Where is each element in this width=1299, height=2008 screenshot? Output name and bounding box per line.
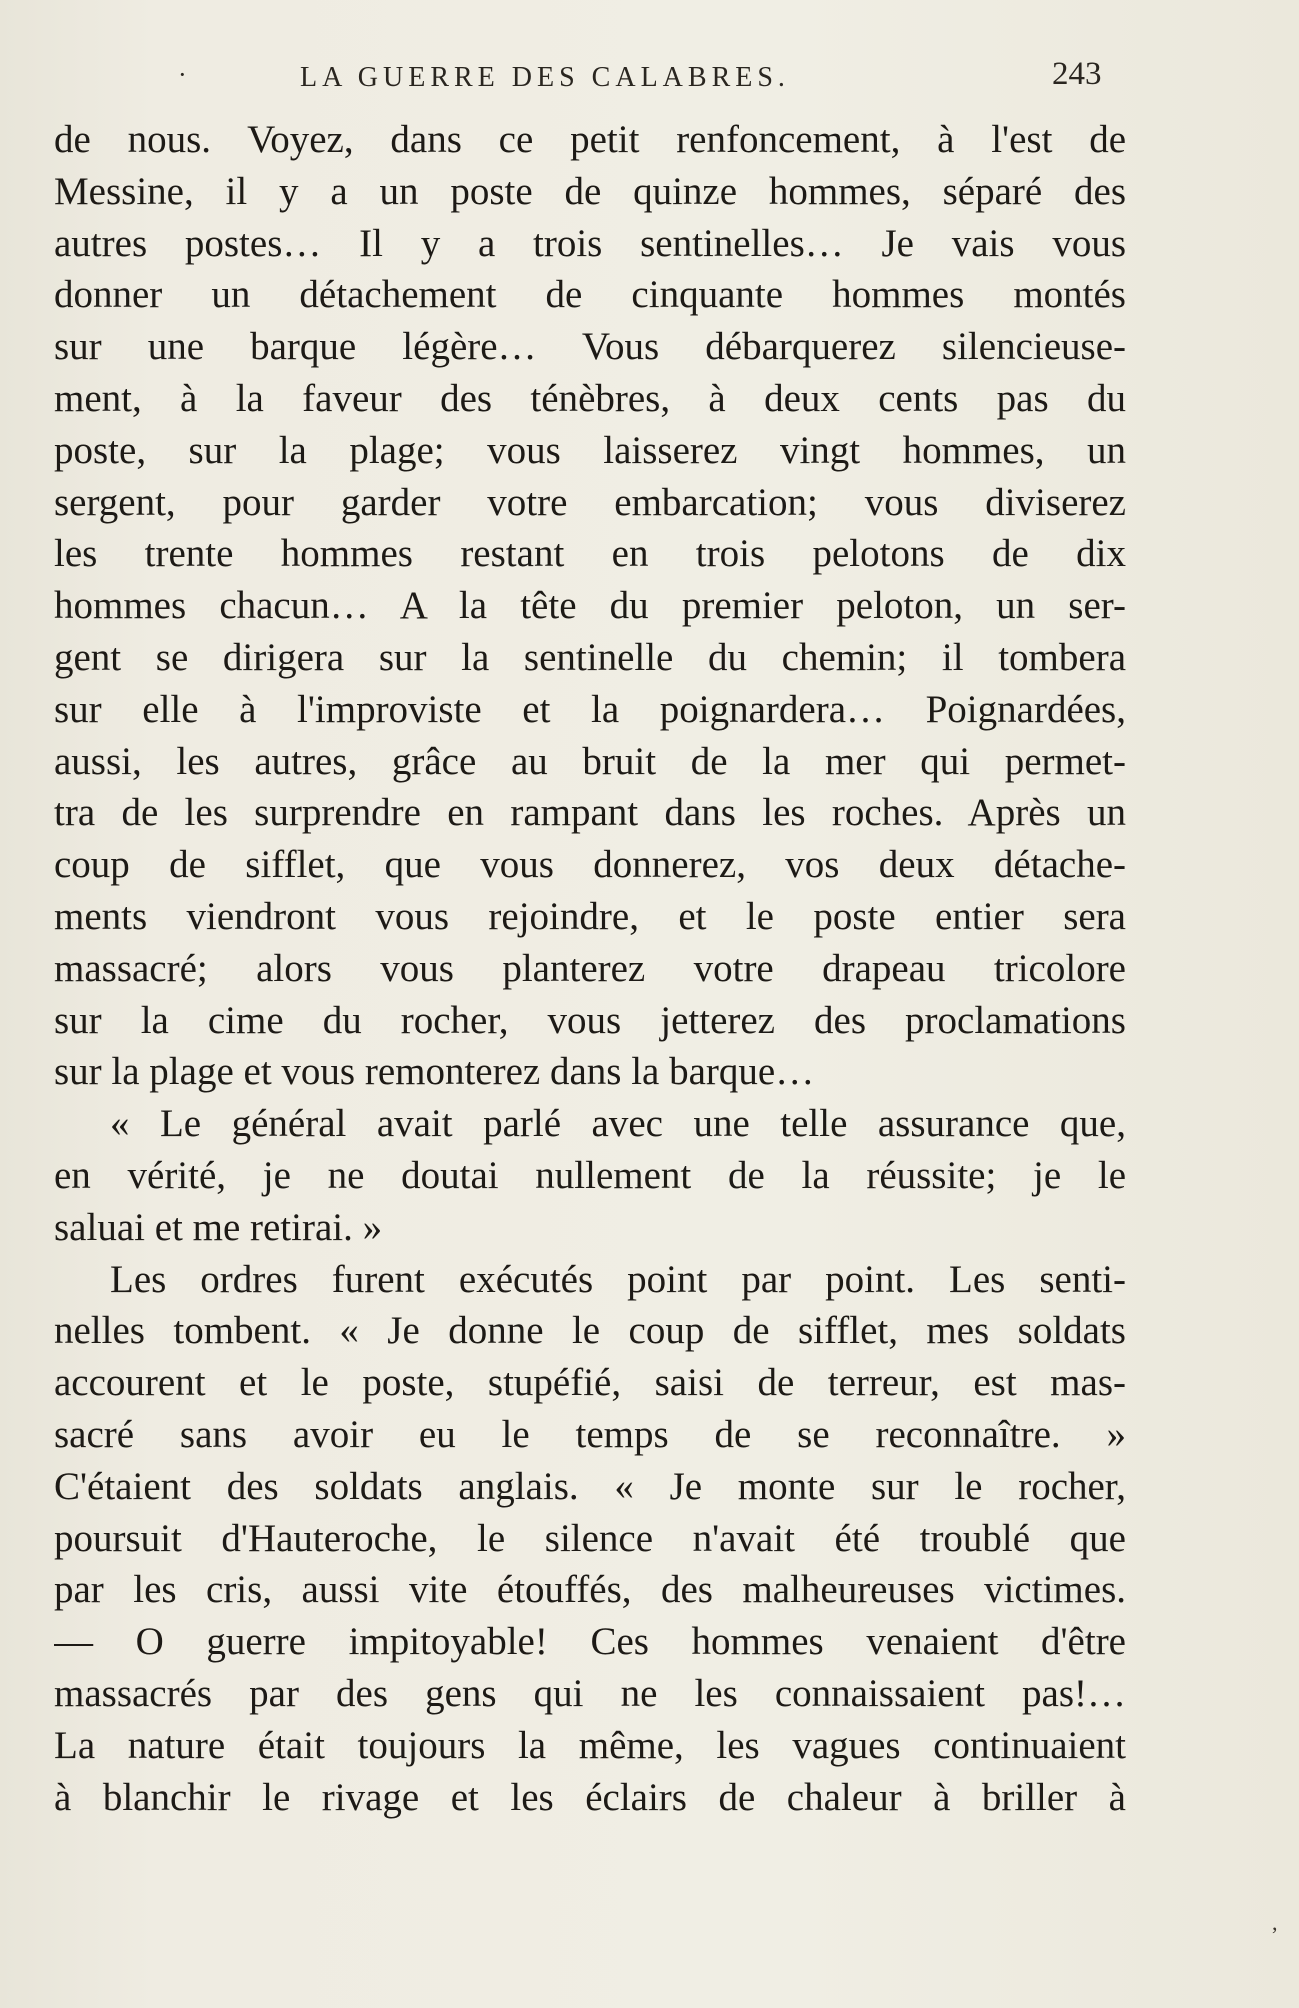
running-head [0,56,1299,96]
text-line: de nous. Voyez, dans ce petit renfoncement, à l'est de [54,118,1126,161]
text-line: massacré; alors vous planterez votre drapeau tricolore [54,946,1126,990]
text-line: sur la cime du rocher, vous jetterez des proclamations [54,998,1126,1042]
text-line: autres postes… Il y a trois sentinelles… Je vais vous [54,221,1126,265]
text-line: coup de sifflet, que vous donnerez, vos deux détache- [54,843,1126,887]
text-line: C'étaient des soldats anglais. « Je monte sur le rocher, [54,1464,1126,1508]
page-edge-mark: , [1272,1910,1278,1935]
text-line: donner un détachement de cinquante hommes montés [54,273,1126,317]
text-line: « Le général avait parlé avec une telle assurance que, [110,1102,1126,1146]
text-line: poste, sur la plage; vous laisserez vingt hommes, un [54,428,1126,472]
text-line: sur une barque légère… Vous débarquerez silencieuse- [54,325,1126,369]
text-line: nelles tombent. « Je donne le coup de sifflet, mes soldats [54,1309,1126,1353]
body-text [54,114,1126,1823]
text-line: ment, à la faveur des ténèbres, à deux cents pas du [54,376,1126,420]
text-line: Les ordres furent exécutés point par point. Les senti- [110,1257,1126,1301]
text-line: sur la plage et vous remonterez dans la barque… [54,1050,815,1094]
text-line: aussi, les autres, grâce au bruit de la mer qui permet- [54,739,1126,783]
text-line: accourent et le poste, stupéfié, saisi de terreur, est mas- [54,1361,1126,1405]
text-line: gent se dirigera sur la sentinelle du chemin; il tombera [54,635,1126,679]
text-line: sergent, pour garder votre embarcation; vous diviserez [54,480,1126,524]
text-line: — O guerre impitoyable! Ces hommes venaient d'être [54,1620,1126,1664]
text-line: ments viendront vous rejoindre, et le poste entier sera [54,894,1126,938]
text-line: poursuit d'Hauteroche, le silence n'avait été troublé que [54,1516,1126,1560]
text-line: tra de les surprendre en rampant dans les roches. Après un [54,791,1126,835]
page-number: 243 [1052,56,1102,92]
text-line: à blanchir le rivage et les éclairs de chaleur à briller à [54,1775,1126,1819]
running-head-dot: · [178,60,187,89]
text-line: hommes chacun… A la tête du premier peloton, un ser- [54,584,1126,628]
text-line: les trente hommes restant en trois pelotons de dix [54,532,1126,576]
text-line: sur elle à l'improviste et la poignardera… Poignardées, [54,687,1126,731]
text-line: en vérité, je ne doutai nullement de la réussite; je le [54,1153,1126,1197]
text-line: massacrés par des gens qui ne les connaissaient pas!… [54,1671,1126,1715]
text-line: saluai et me retirai. » [54,1205,383,1249]
text-line: sacré sans avoir eu le temps de se reconnaître. » [54,1412,1126,1456]
running-head-title: LA GUERRE DES CALABRES. [300,62,790,93]
text-line: par les cris, aussi vite étouffés, des malheureuses victimes. [54,1568,1126,1612]
text-line: La nature était toujours la même, les vagues continuaient [54,1723,1126,1767]
text-line: Messine, il y a un poste de quinze hommes, séparé des [54,169,1126,213]
